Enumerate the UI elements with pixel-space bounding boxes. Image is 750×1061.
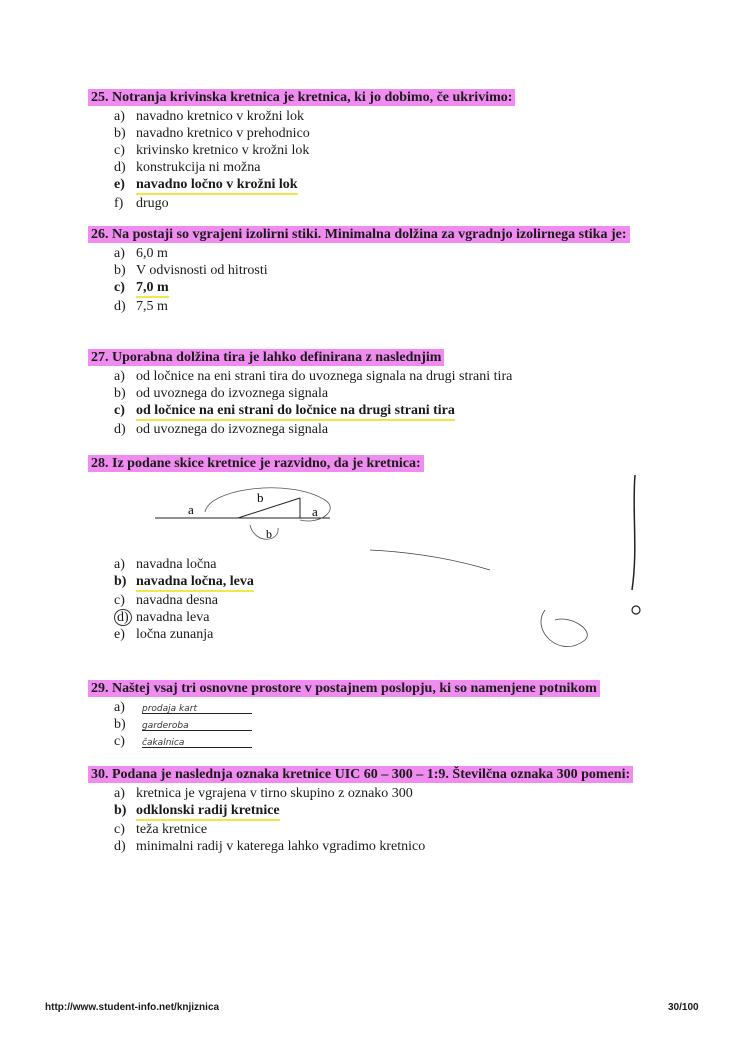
option-d: d) 7,5 m xyxy=(114,299,168,314)
scribble-loop xyxy=(541,610,587,647)
option-c-correct: c) od ločnice na eni strani do ločnice na drugi strani tira xyxy=(114,402,668,421)
option-b: b) V odvisnosti od hitrosti xyxy=(114,263,268,278)
turnout-sketch xyxy=(150,480,340,550)
answer-c: c) čakalnica xyxy=(114,733,668,750)
option-f: f) drugo xyxy=(114,196,169,211)
option-c: c) krivinsko kretnico v krožni lok xyxy=(114,143,310,158)
option-d: d) konstrukcija ni možna xyxy=(114,160,261,175)
option-b: b) navadno kretnico v prehodnico xyxy=(114,126,310,141)
margin-scribbles xyxy=(370,470,660,670)
question-title: 27. Uporabna dolžina tira je lahko definirana z naslednjim xyxy=(88,349,444,366)
option-a: a) navadno kretnico v krožni lok xyxy=(114,109,304,124)
option-c-correct: c) 7,0 m xyxy=(114,279,668,298)
question-25 xyxy=(88,88,668,212)
answer-a: a) prodaja kart xyxy=(114,699,668,716)
option-a: a) kretnica je vgrajena v tirno skupino z oznako 300 xyxy=(114,786,413,801)
sketch-diagonal xyxy=(238,498,300,518)
question-title: 30. Podana je naslednja oznaka kretnice UIC 60 – 300 – 1:9. Številčna oznaka 300 pomeni: xyxy=(88,766,633,783)
question-title: 26. Na postaji so vgrajeni izolirni stiki. Minimalna dolžina za vgradnjo izolirnega stika je: xyxy=(88,226,630,243)
option-b-correct: b) navadna ločna, leva xyxy=(114,573,668,592)
sketch-label-b-bottom: b xyxy=(266,527,272,541)
option-e-correct: e) navadno ločno v krožni lok xyxy=(114,176,668,195)
page-number: 30/100 xyxy=(668,1002,699,1013)
option-d-circled: d) navadna leva xyxy=(114,609,668,626)
option-a: a) 6,0 m xyxy=(114,246,168,261)
question-26 xyxy=(88,225,668,315)
footer-url[interactable]: http://www.student-info.net/knjiznica xyxy=(45,1002,220,1013)
handwritten-answer: prodaja kart xyxy=(142,704,197,714)
question-29 xyxy=(88,679,668,750)
sketch-bottom-loop xyxy=(250,525,278,539)
option-b-correct: b) odklonski radij kretnice xyxy=(114,802,668,821)
question-30 xyxy=(88,765,668,855)
option-a: a) navadna ločna xyxy=(114,557,217,572)
option-c: c) navadna desna xyxy=(114,593,219,608)
scribble-vertical-line xyxy=(632,475,635,590)
sketch-label-a-right: a xyxy=(312,504,318,519)
option-d: d) minimalni radij v katerega lahko vgradimo kretnico xyxy=(114,839,426,854)
sketch-label-a-left: a xyxy=(188,502,194,517)
handwritten-answer: čakalnica xyxy=(142,738,185,748)
answer-b: b) garderoba xyxy=(114,716,668,733)
option-e: e) ločna zunanja xyxy=(114,627,214,642)
question-27 xyxy=(88,348,668,438)
scribble-dot xyxy=(632,606,640,614)
question-title: 28. Iz podane skice kretnice je razvidno, da je kretnica: xyxy=(88,455,424,472)
question-title: 29. Naštej vsaj tri osnovne prostore v postajnem poslopju, ki so namenjene potnikom xyxy=(88,680,600,697)
sketch-label-b: b xyxy=(257,490,264,505)
scribble-curve xyxy=(370,550,490,570)
handwritten-answer: garderoba xyxy=(142,721,189,731)
option-d: d) od uvoznega do izvoznega signala xyxy=(114,422,329,437)
question-title: 25. Notranja krivinska kretnica je kretnica, ki jo dobimo, če ukrivimo: xyxy=(88,89,515,106)
option-c: c) teža kretnice xyxy=(114,822,208,837)
option-a: a) od ločnice na eni strani tira do uvoznega signala na drugi strani tira xyxy=(114,369,513,384)
option-b: b) od uvoznega do izvoznega signala xyxy=(114,386,329,401)
